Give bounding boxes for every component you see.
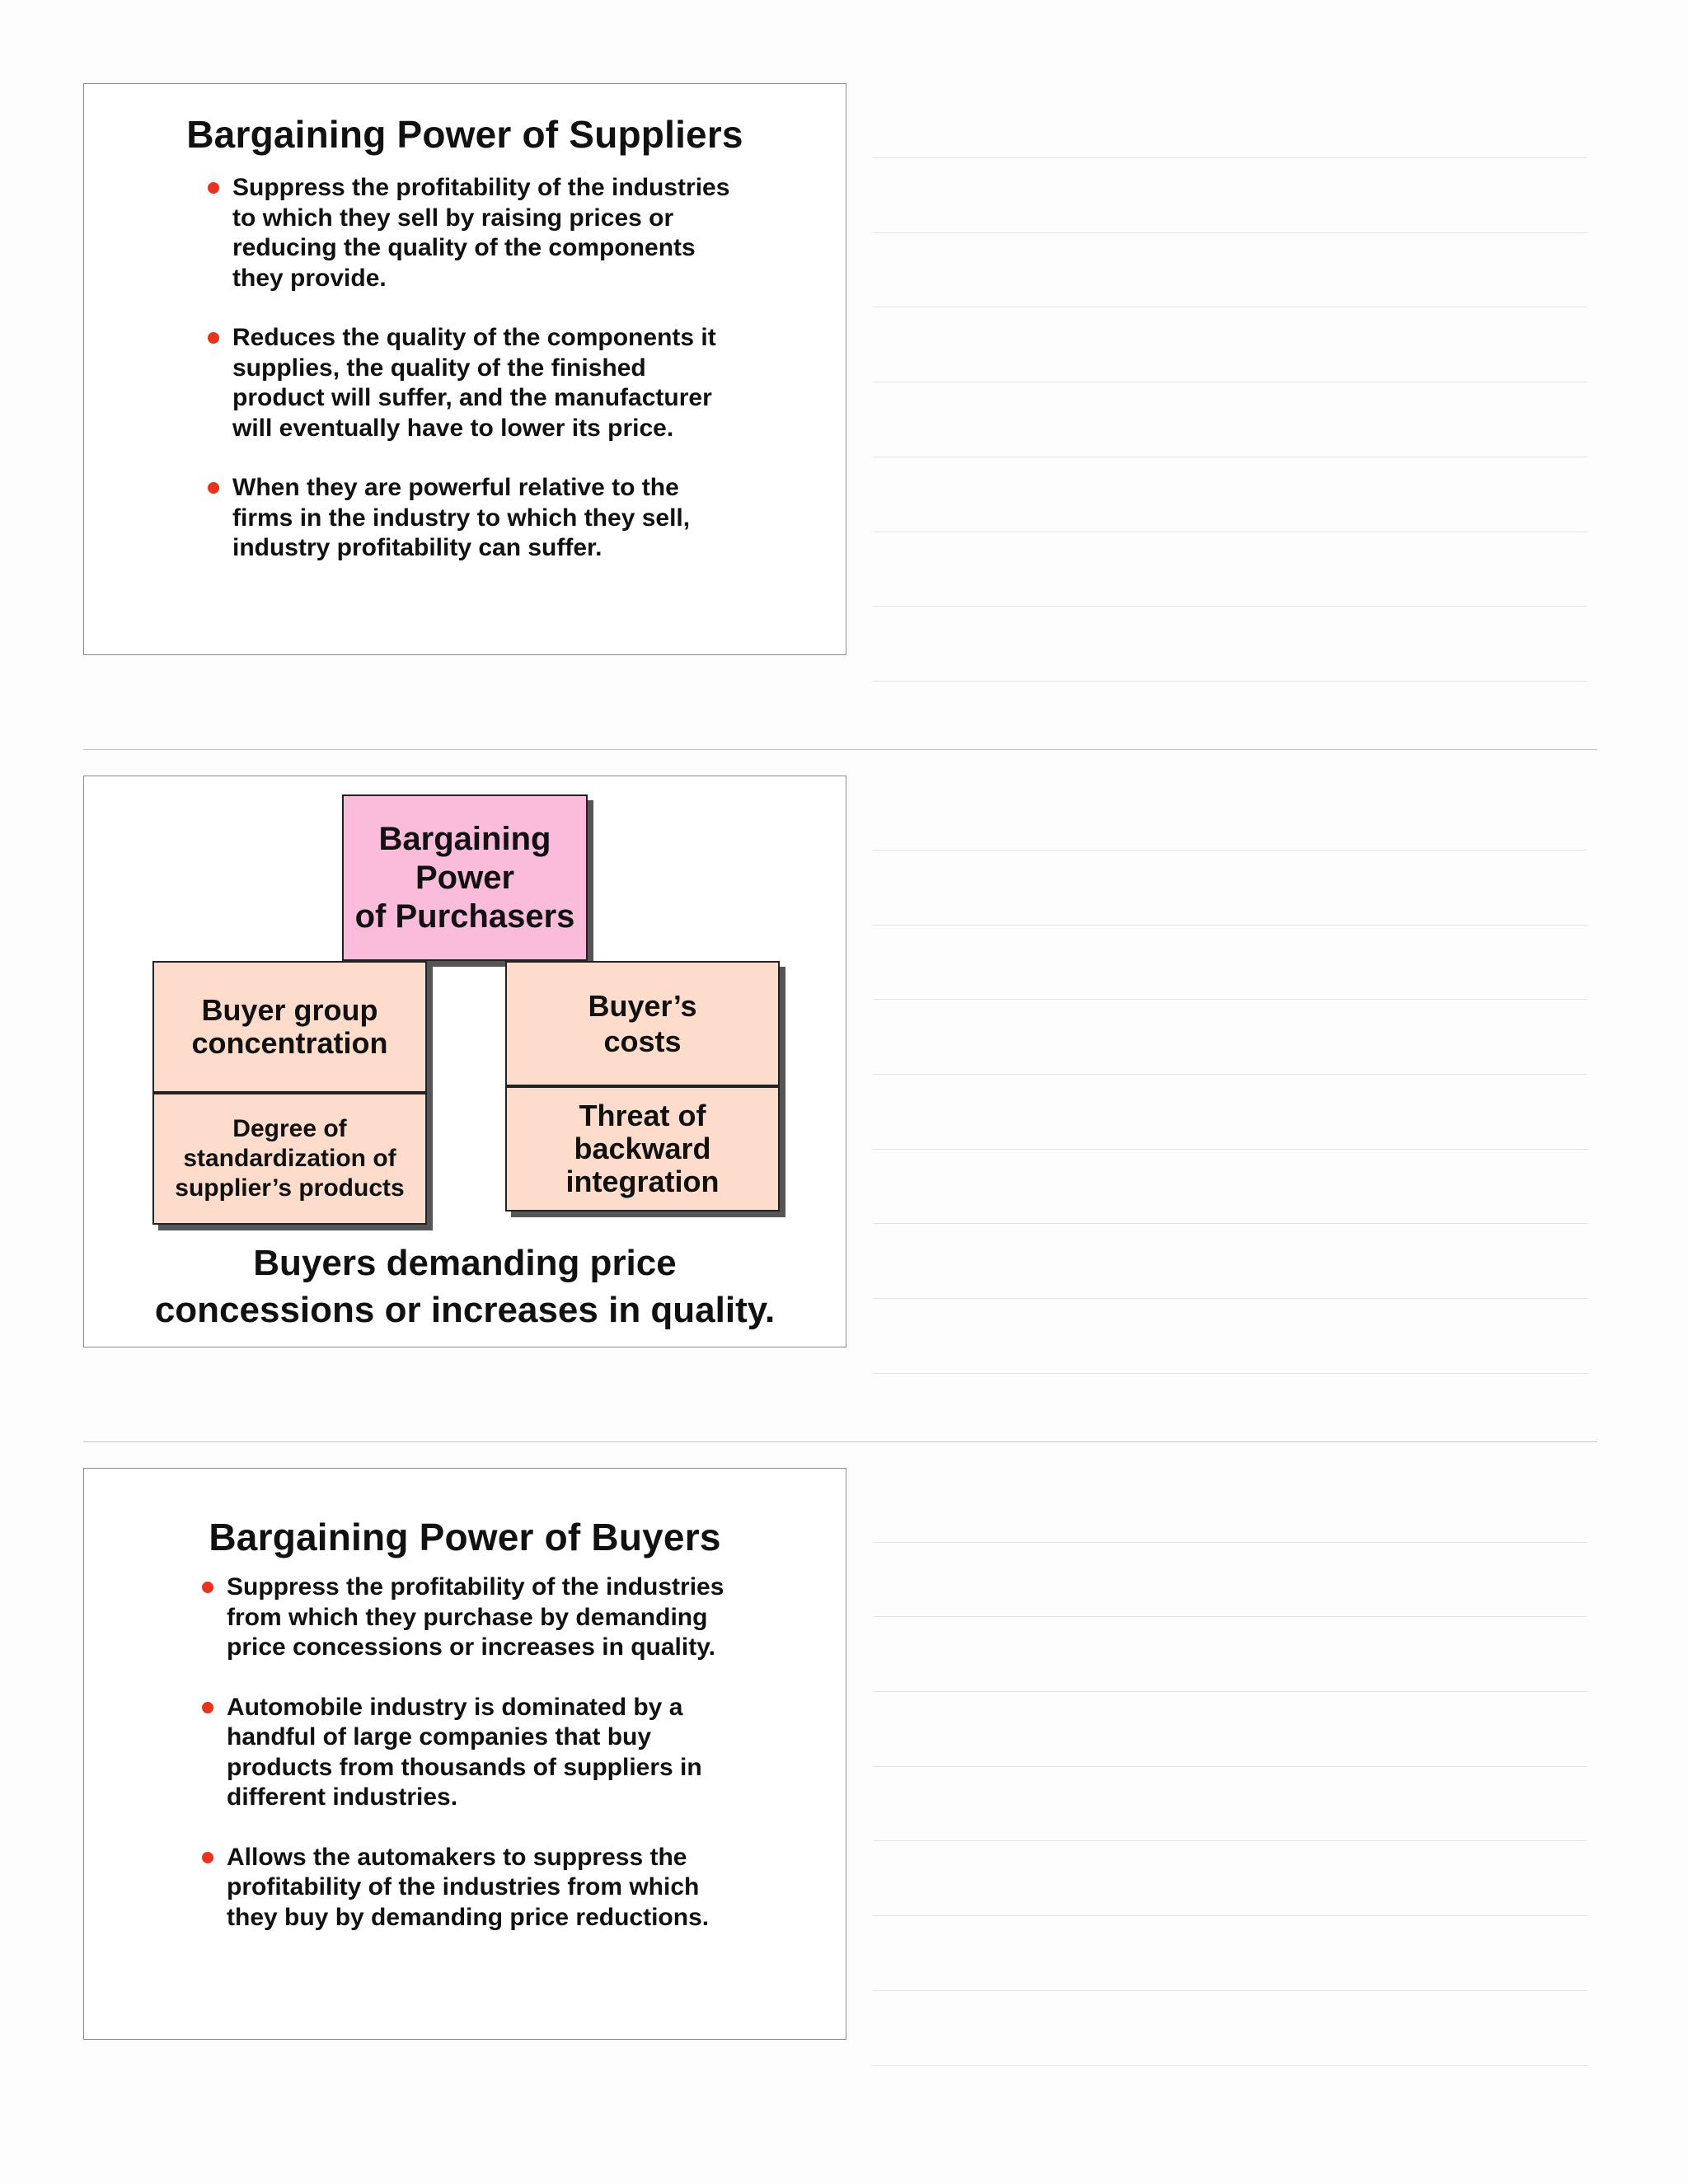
box-line: Threat of	[579, 1099, 706, 1132]
box-line: Buyer’s	[588, 989, 697, 1023]
note-line	[873, 232, 1587, 233]
bullet-text: Suppress the profitability of the industries from which they purchase by demanding price concessions or increases in quality.	[227, 1573, 724, 1661]
box-line: Buyer group	[201, 993, 378, 1027]
bullet-item	[232, 323, 809, 443]
note-line	[873, 925, 1587, 926]
note-line	[873, 1766, 1587, 1767]
caption-line: concessions or increases in quality.	[154, 1290, 776, 1330]
bargaining-power-purchasers-box	[342, 794, 588, 961]
bullet-text: Reduces the quality of the components it supplies, the quality of the finished product will suffer, and the manufacturer will eventually have to lower its price.	[232, 324, 716, 442]
bullet-text: Automobile industry is dominated by a handful of large companies that buy products from thousands of suppliers in different industries.	[227, 1693, 702, 1811]
box-line: Bargaining	[378, 820, 551, 857]
bullet-item	[232, 173, 809, 293]
caption-line: Buyers demanding price	[253, 1243, 677, 1283]
note-line	[873, 1616, 1587, 1617]
slide-suppliers	[83, 83, 846, 655]
bullet-dot-icon	[208, 332, 219, 344]
page-separator	[83, 1441, 1597, 1442]
note-line	[873, 850, 1587, 851]
bullet-item	[227, 1693, 804, 1813]
box-line: supplier’s products	[175, 1174, 405, 1202]
bullet-item	[227, 1572, 804, 1663]
note-line	[873, 606, 1587, 607]
note-line	[873, 1373, 1587, 1374]
note-line	[873, 1915, 1587, 1916]
slide-title: Bargaining Power of Suppliers	[186, 113, 743, 156]
box-line: costs	[603, 1024, 682, 1058]
note-line	[873, 1223, 1587, 1224]
bullet-dot-icon	[208, 482, 219, 494]
buyer-costs-box	[505, 961, 780, 1086]
note-line	[873, 1990, 1587, 1991]
slide-title: Bargaining Power of Buyers	[209, 1516, 721, 1558]
note-line	[873, 1074, 1587, 1075]
bullet-text: Suppress the profitability of the industries to which they sell by raising prices or reducing the quality of the components they provide.	[232, 174, 730, 292]
standardization-box	[152, 1093, 427, 1225]
note-line	[873, 157, 1587, 158]
note-line	[873, 681, 1587, 682]
bullet-dot-icon	[202, 1852, 213, 1863]
note-line	[873, 1542, 1587, 1543]
bullet-dot-icon	[208, 182, 219, 194]
note-line	[873, 2065, 1587, 2066]
box-line: integration	[565, 1165, 720, 1198]
note-line	[873, 1691, 1587, 1692]
bullet-list	[227, 1572, 804, 1933]
slide-purchasers-diagram	[83, 776, 846, 1347]
bullet-item	[232, 473, 809, 564]
buyer-group-concentration-box	[152, 961, 427, 1093]
box-line: of Purchasers	[354, 898, 575, 935]
bullet-list	[232, 173, 809, 564]
diagram-caption	[84, 1240, 846, 1333]
page-separator	[83, 749, 1597, 750]
note-line	[873, 999, 1587, 1000]
bullet-dot-icon	[202, 1702, 213, 1713]
slide-buyers	[83, 1468, 846, 2040]
bullet-text: When they are powerful relative to the firms in the industry to which they sell, industry profitability can suffer.	[232, 474, 691, 561]
note-line	[873, 1298, 1587, 1299]
box-line: concentration	[191, 1026, 388, 1060]
box-line: standardization of	[183, 1145, 396, 1172]
note-line	[873, 1149, 1587, 1150]
note-line	[873, 1840, 1587, 1841]
bullet-item	[227, 1843, 804, 1933]
box-line: backward	[574, 1132, 711, 1165]
box-line: Degree of	[232, 1115, 347, 1142]
bullet-text: Allows the automakers to suppress the profitability of the industries from which they buy by demanding price reductions.	[227, 1843, 710, 1931]
bullet-dot-icon	[202, 1582, 213, 1593]
box-line: Power	[415, 859, 515, 896]
backward-integration-box	[505, 1086, 780, 1212]
